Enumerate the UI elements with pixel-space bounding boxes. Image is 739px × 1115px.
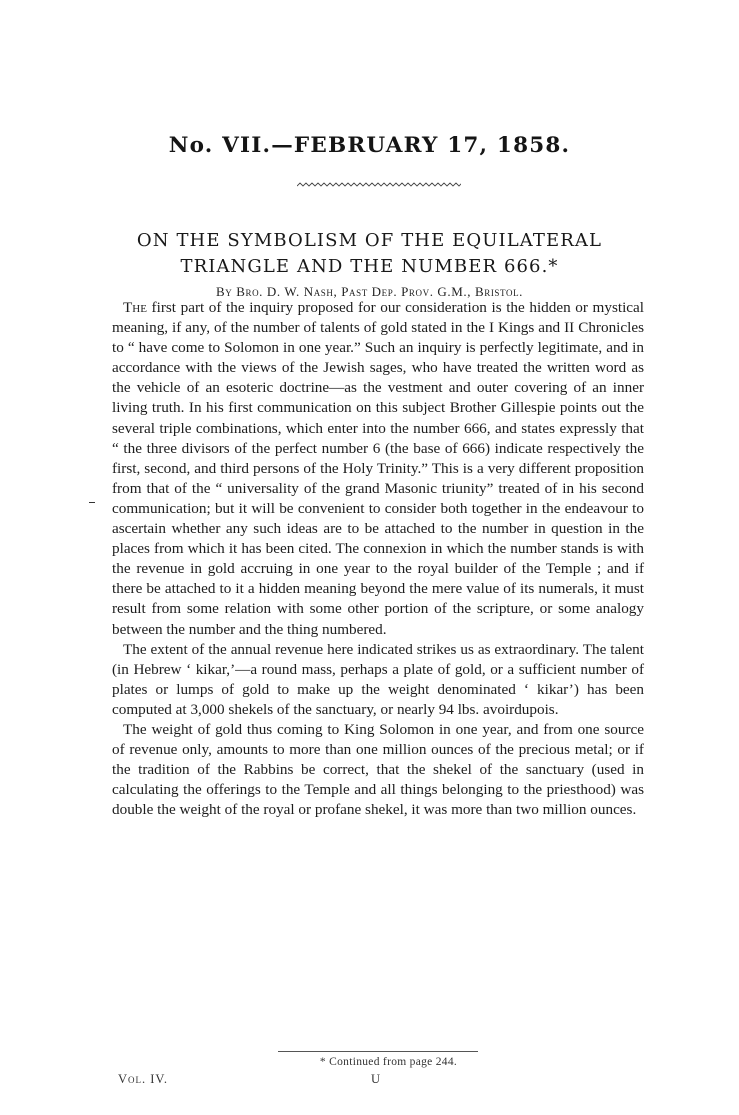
paragraph-text: The extent of the annual revenue here indicated strikes us as extraordinary. The talent (in Hebrew ‘ kikar,’—a round mass, perhaps a plate of gold, or a sufficient number of plates or lumps of gold to make up the weight denominated ‘ kikar’) has been computed at 3,000 shekels of the sanctuary, or nearly 94 lbs. avoirdupois. [112, 640, 644, 718]
volume-label: Vol. IV. [118, 1072, 168, 1086]
author-byline: By Bro. D. W. Nash, Past Dep. Prov. G.M., Bristol. [215, 284, 524, 299]
ornament-rule [297, 181, 461, 191]
paragraph-lead: The [123, 299, 147, 316]
margin-mark [89, 502, 95, 503]
paragraph-2 [112, 640, 644, 720]
issue-heading: No. VII.—FEBRUARY 17, 1858. [168, 133, 571, 158]
paragraph-1 [112, 298, 644, 640]
footnote: * Continued from page 244. [319, 1056, 458, 1068]
footnote-rule [278, 1051, 478, 1052]
signature-mark: U [371, 1072, 381, 1086]
paragraph-text: first part of the inquiry proposed for our consideration is the hidden or mystical meaning, if any, of the number of talents of gold stated in the I Kings and II Chronicles to “ have come to Solomon in one year.” Such an inquiry is perfectly legitimate, and in accordance with the views of the Jewish sages, who have treated the written word as the vehicle of an esoteric doctrine—as the vestment and outer covering of an inner living truth. In his first communication on this subject Brother Gillespie points out the several triple combinations, which enter into the number 666, and states expressly that “ the three divisors of the perfect number 6 (the base of 666) indicate respectively the first, second, and third persons of the Holy Trinity.” This is a very different proposition from that of the “ universality of the grand Masonic triunity” treated of in his second communication; but it will be convenient to consider both together in the endeavour to ascertain whether any such ideas are to be attached to the number in question in the places from which it has been cited. The connexion in which the number stands is with the revenue in gold accruing in one year to the royal builder of the Temple ; and if there be attached to it a hidden meaning beyond the mere value of its numerals, it must result from some relation with some other portion of the scripture, or some analogy between the number and the thing numbered. [112, 299, 644, 638]
article-title [0, 228, 739, 280]
article-body [112, 298, 644, 820]
paragraph-3 [112, 720, 644, 820]
paragraph-text: The weight of gold thus coming to King Solomon in one year, and from one source of revenue only, amounts to more than one million ounces of the precious metal; or if the tradition of the Rabbins be correct, that the shekel of the sanctuary (used in calculating the offerings to the Temple and all things belonging to the priesthood) was double the weight of the royal or profane shekel, it was more than two million ounces. [112, 720, 644, 819]
title-line-2: TRIANGLE AND THE NUMBER 666.* [180, 256, 559, 277]
title-line-1: ON THE SYMBOLISM OF THE EQUILATERAL [136, 230, 603, 251]
